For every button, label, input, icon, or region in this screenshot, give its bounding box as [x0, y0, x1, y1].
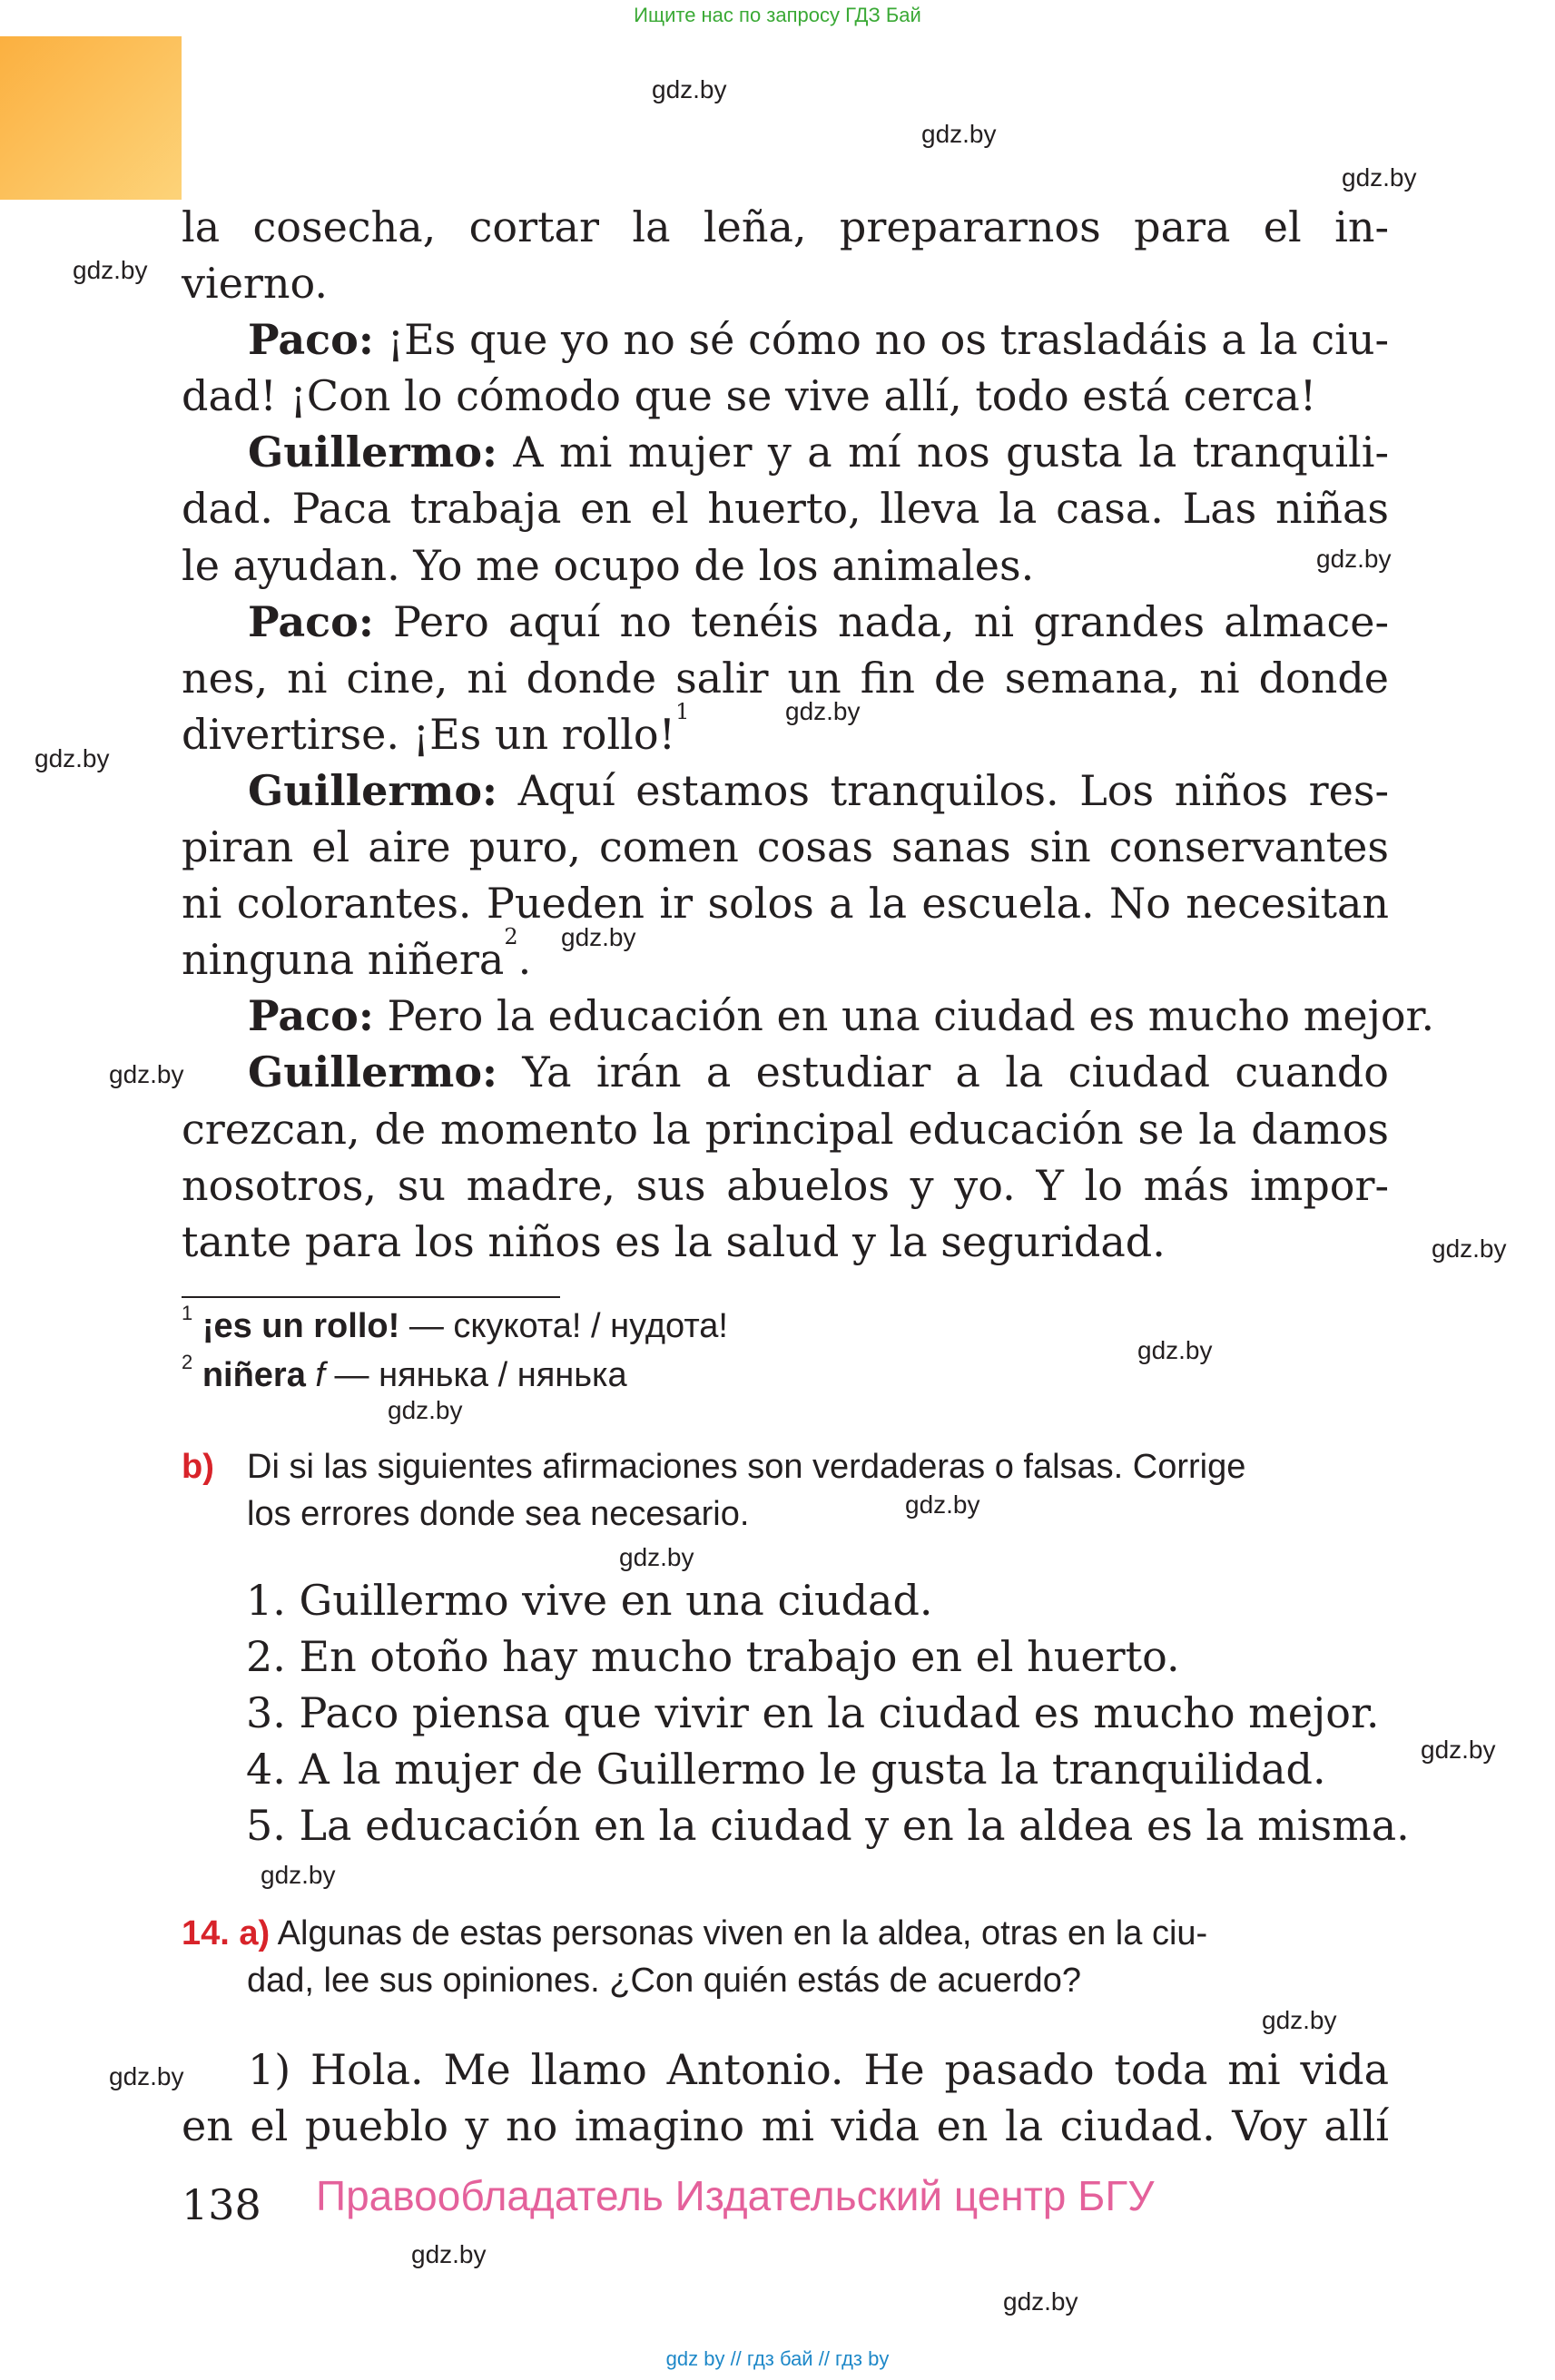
speaker-name: Paco:: [248, 596, 374, 646]
corner-decoration: [0, 36, 182, 200]
footnote-ref: 2: [504, 924, 518, 950]
dialogue-line: Guillermo: A mi mujer y a mí nos gusta la tranquili-: [248, 428, 1389, 477]
text-line: nes, ni cine, ni donde salir un fin de semana, ni donde: [182, 653, 1389, 703]
dialogue-line: Guillermo: Aquí estamos tranquilos. Los niños res-: [248, 765, 1389, 815]
watermark: gdz.by: [619, 1543, 694, 1571]
watermark: gdz.by: [109, 2062, 184, 2090]
watermark: gdz.by: [1316, 545, 1392, 573]
text-line: divertirse. ¡Es un rollo!$^1$: [182, 698, 690, 759]
text-line: 1) Hola. Me llamo Antonio. He pasado toda mi vida: [248, 2045, 1389, 2094]
text-line: crezcan, de momento la principal educación se la damos: [182, 1104, 1389, 1154]
text-line: nosotros, su madre, sus abuelos y yo. Y lo más impor-: [182, 1160, 1389, 1210]
footnote: $^1$ ¡es un rollo! — скукота! / нудота!: [182, 1302, 728, 1345]
list-item: 5. La educación en la ciudad y en la aldea es la misma.: [246, 1801, 1410, 1850]
text-line: dad! ¡Con lo cómodo que se vive allí, todo está cerca!: [182, 371, 1317, 421]
watermark: gdz.by: [1342, 163, 1417, 192]
text-line: vierno.: [182, 259, 329, 309]
text-line: ni colorantes. Pueden ir solos a la escuela. No necesitan: [182, 879, 1389, 929]
footnote-ref: 1: [675, 698, 690, 724]
text-line: piran el aire puro, comen cosas sanas sin conservantes: [182, 822, 1389, 872]
text-line: ninguna niñera$^2$.: [182, 924, 532, 985]
dialogue-line: Paco: Pero la educación en una ciudad es mucho mejor.: [248, 991, 1435, 1041]
watermark: gdz.by: [388, 1396, 463, 1424]
speaker-name: Paco:: [248, 315, 374, 365]
list-item: 1. Guillermo vive en una ciudad.: [246, 1576, 933, 1625]
dialogue-line: Paco: Pero aquí no tenéis nada, ni grandes almace-: [248, 596, 1389, 646]
watermark: gdz.by: [109, 1060, 184, 1088]
watermark: gdz.by: [1262, 2006, 1337, 2034]
list-item: 2. En otoño hay mucho trabajo en el huerto.: [246, 1632, 1180, 1681]
speaker-name: Paco:: [248, 991, 374, 1041]
watermark: gdz.by: [921, 120, 997, 148]
watermark: gdz.by: [1003, 2287, 1078, 2316]
dialogue-line: Paco: ¡Es que yo no sé cómo no os trasladáis a la ciu-: [248, 315, 1389, 365]
speaker-name: Guillermo:: [248, 765, 497, 815]
statement-list: [246, 1576, 1410, 1857]
watermark: gdz.by: [652, 75, 727, 103]
speaker-name: Guillermo:: [248, 428, 497, 477]
rights-holder: Правообладатель Издательский центр БГУ: [316, 2172, 1155, 2219]
watermark: gdz.by: [1421, 1736, 1496, 1764]
text-line: en el pueblo y no imagino mi vida en la ciudad. Voy allí: [182, 2101, 1389, 2151]
watermark: gdz.by: [785, 697, 861, 725]
watermark: gdz.by: [261, 1861, 336, 1889]
footnote-divider: [182, 1296, 560, 1298]
text-line: le ayudan. Yo me ocupo de los animales.: [182, 540, 1035, 590]
footer-links[interactable]: gdz by // гдз бай // гдз by: [665, 2347, 890, 2370]
text-line: la cosecha, cortar la leña, prepararnos para el in-: [182, 202, 1389, 251]
dialogue-line: Guillermo: Ya irán a estudiar a la ciudad cuando: [248, 1047, 1390, 1097]
dialogue-text: [182, 199, 1435, 1270]
task-instruction: dad, lee sus opiniones. ¿Con quién estás de acuerdo?: [247, 1962, 1081, 2000]
task-heading: 14. a) Algunas de estas personas viven en la aldea, otras en la ciu-: [182, 1914, 1208, 1952]
page-number: 138: [182, 2180, 261, 2229]
text-line: dad. Paca trabaja en el huerto, lleva la casa. Las niñas: [182, 484, 1389, 534]
footnote: $^2$ niñera f — нянька / нянька: [182, 1351, 627, 1394]
list-item: 4. A la mujer de Guillermo le gusta la tranquilidad.: [246, 1745, 1326, 1794]
watermark: gdz.by: [1137, 1336, 1213, 1364]
task-label: b): [182, 1448, 214, 1486]
watermark: gdz.by: [34, 744, 110, 772]
list-item: 3. Paco piensa que vivir en la ciudad es mucho mejor.: [246, 1688, 1380, 1737]
opinion-text: [182, 2041, 1389, 2154]
task-instruction: Di si las siguientes afirmaciones son verdaderas o falsas. Corrige: [247, 1448, 1246, 1486]
search-hint-banner[interactable]: Ищите нас по запросу ГДЗ Бай: [634, 4, 921, 26]
watermark: gdz.by: [1432, 1234, 1507, 1263]
speaker-name: Guillermo:: [248, 1047, 497, 1097]
watermark: gdz.by: [411, 2240, 487, 2268]
watermark: gdz.by: [905, 1490, 980, 1519]
watermark: gdz.by: [561, 923, 636, 951]
text-line: tante para los niños es la salud y la seguridad.: [182, 1216, 1166, 1266]
watermark: gdz.by: [73, 256, 148, 284]
task-instruction: los errores donde sea necesario.: [247, 1495, 750, 1533]
